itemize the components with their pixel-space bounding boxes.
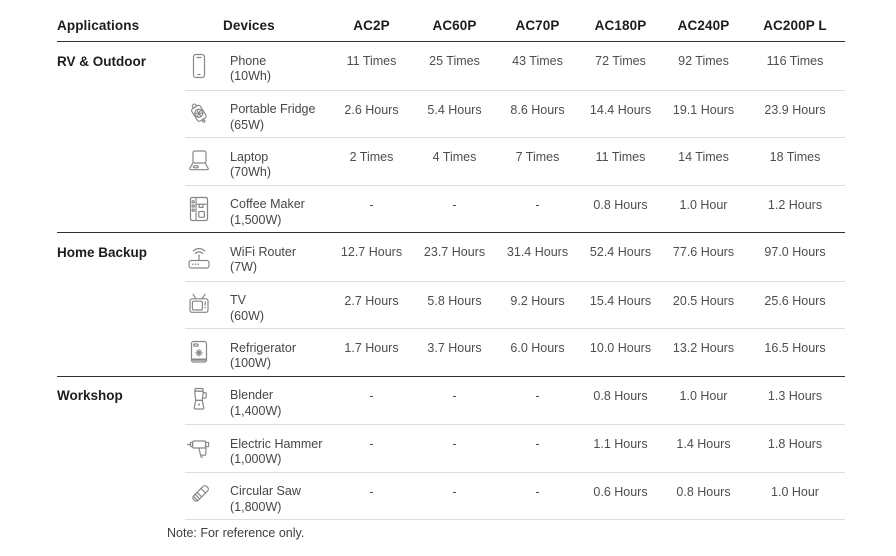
table-section [57,41,845,232]
wifi-router-icon [185,233,230,281]
header-ac240p: AC240P [677,18,730,33]
runtime-value: 5.8 Hours [427,293,482,308]
runtime-value: - [452,484,457,499]
device-cell [230,138,330,185]
device-wattage: (70Wh) [230,165,271,179]
runtime-value: 1.8 Hours [767,437,823,451]
device-wattage: (10Wh) [230,69,271,83]
table-note: Note: For reference only. [167,526,305,540]
runtime-value: - [535,484,540,499]
runtime-value: 0.8 Hours [676,484,731,499]
device-wattage: (1,800W) [230,499,282,514]
laptop-icon [185,138,230,185]
runtime-value: 25.6 Hours [764,293,826,308]
table-section [57,376,845,521]
table-row [185,377,845,425]
runtime-value: 1.3 Hours [767,388,823,403]
runtime-value: 97.0 Hours [764,245,826,259]
device-wattage: (1,500W) [230,212,282,227]
table-row [185,137,845,185]
device-wattage: (60W) [230,308,265,323]
runtime-value: 1.4 Hours [676,437,731,451]
runtime-value: 2.7 Hours [344,293,399,308]
table-row [185,233,845,281]
phone-icon [185,42,230,90]
section-rows [185,377,845,521]
runtime-value: - [369,484,374,499]
runtime-value: 31.4 Hours [506,245,569,259]
device-name: Laptop [230,149,269,164]
header-ac180p: AC180P [594,18,647,33]
device-wattage: (1,400W) [230,403,282,418]
header-ac2p: AC2P [353,18,390,33]
runtime-value: 1.0 Hour [679,388,728,403]
portable-fridge-icon [185,91,230,138]
runtime-value: - [369,197,374,212]
runtime-value: 1.1 Hours [593,437,648,451]
blender-icon [185,377,230,425]
device-wattage: (65W) [230,117,265,132]
runtime-value: 2.6 Hours [344,102,399,117]
device-name: Phone [230,53,267,68]
device-name: TV [230,293,246,307]
device-name: Coffee Maker [230,197,305,211]
runtime-value: - [452,388,457,403]
table-row [185,424,845,472]
runtime-value: 8.6 Hours [510,102,565,117]
runtime-value: 116 Times [766,54,824,68]
runtime-value: 9.2 Hours [510,293,565,308]
runtime-value: 25 Times [429,54,480,68]
runtime-value: - [452,197,457,212]
runtime-value: 14 Times [678,150,729,164]
device-wattage: (100W) [230,356,271,370]
runtime-value: 23.7 Hours [423,245,486,259]
device-name: Refrigerator [230,340,296,355]
runtime-value: 1.0 Hour [771,484,819,499]
device-name: WiFi Router [230,244,296,259]
runtime-value: 1.2 Hours [767,197,823,212]
runtime-value: 3.7 Hours [427,341,482,355]
section-rows [185,233,845,376]
device-cell [230,282,330,329]
device-name: Electric Hammer [230,436,323,451]
runtime-value: - [452,437,457,451]
section-label: RV & Outdoor [57,53,146,69]
runtime-value: 14.4 Hours [589,102,652,117]
device-cell [230,473,330,520]
runtime-value: 0.8 Hours [593,197,648,212]
runtime-value: 11 Times [346,54,397,68]
runtime-value: - [535,437,540,451]
electric-hammer-icon [185,425,230,472]
runtime-value: 52.4 Hours [589,245,652,259]
runtime-value: - [369,388,374,403]
runtime-value: - [535,197,540,212]
runtime-value: 92 Times [678,54,729,68]
header-ac60p: AC60P [432,18,477,33]
section-label: Workshop [57,388,123,403]
circular-saw-icon [185,473,230,520]
header-ac200p-l: AC200P L [763,18,827,33]
runtime-value: 18 Times [769,150,821,164]
table-row [185,328,845,376]
table-row [185,281,845,329]
table-row [185,90,845,138]
runtime-value: - [535,388,540,403]
device-name: Blender [230,388,274,402]
section-label: Home Backup [57,244,148,260]
runtime-value: 15.4 Hours [589,293,652,308]
runtime-value: - [369,437,374,451]
runtime-value: 13.2 Hours [672,341,735,355]
device-cell [230,91,330,138]
coffee-maker-icon [185,186,230,233]
device-cell [230,329,330,376]
runtime-value: 1.0 Hour [679,197,728,212]
runtime-value: 16.5 Hours [764,341,826,355]
runtime-value: 19.1 Hours [672,102,735,117]
runtime-value: 12.7 Hours [340,245,403,259]
runtime-value: 6.0 Hours [510,341,565,355]
runtime-value: 7 Times [515,150,560,164]
refrigerator-icon [185,329,230,376]
runtime-value: 0.8 Hours [593,388,648,403]
device-cell [230,425,330,472]
device-name: Circular Saw [230,484,301,498]
table-body [57,41,845,520]
runtime-value: 77.6 Hours [672,245,735,259]
table-row [185,472,845,520]
runtime-comparison-table [57,0,845,540]
device-wattage: (1,000W) [230,452,282,466]
runtime-value: 5.4 Hours [427,102,482,117]
header-ac70p: AC70P [515,18,560,33]
runtime-value: 10.0 Hours [589,341,652,355]
device-wattage: (7W) [230,260,258,274]
runtime-value: 23.9 Hours [764,102,826,117]
device-cell [230,186,330,233]
device-cell [230,42,330,90]
section-rows [185,42,845,232]
runtime-value: 1.7 Hours [344,341,399,355]
table-section [57,232,845,376]
runtime-value: 2 Times [349,150,394,164]
runtime-value: 0.6 Hours [593,484,648,499]
table-row [185,185,845,233]
header-applications: Applications [57,18,140,33]
runtime-value: 43 Times [512,54,563,68]
table-row [185,42,845,90]
runtime-value: 72 Times [595,54,646,68]
device-cell [230,377,330,425]
runtime-value: 11 Times [595,150,646,164]
device-name: Portable Fridge [230,102,316,116]
device-cell [230,233,330,281]
table-header-row [57,0,845,41]
runtime-value: 20.5 Hours [672,293,735,308]
runtime-value: 4 Times [432,150,477,164]
tv-icon [185,282,230,329]
header-devices: Devices [223,18,275,33]
